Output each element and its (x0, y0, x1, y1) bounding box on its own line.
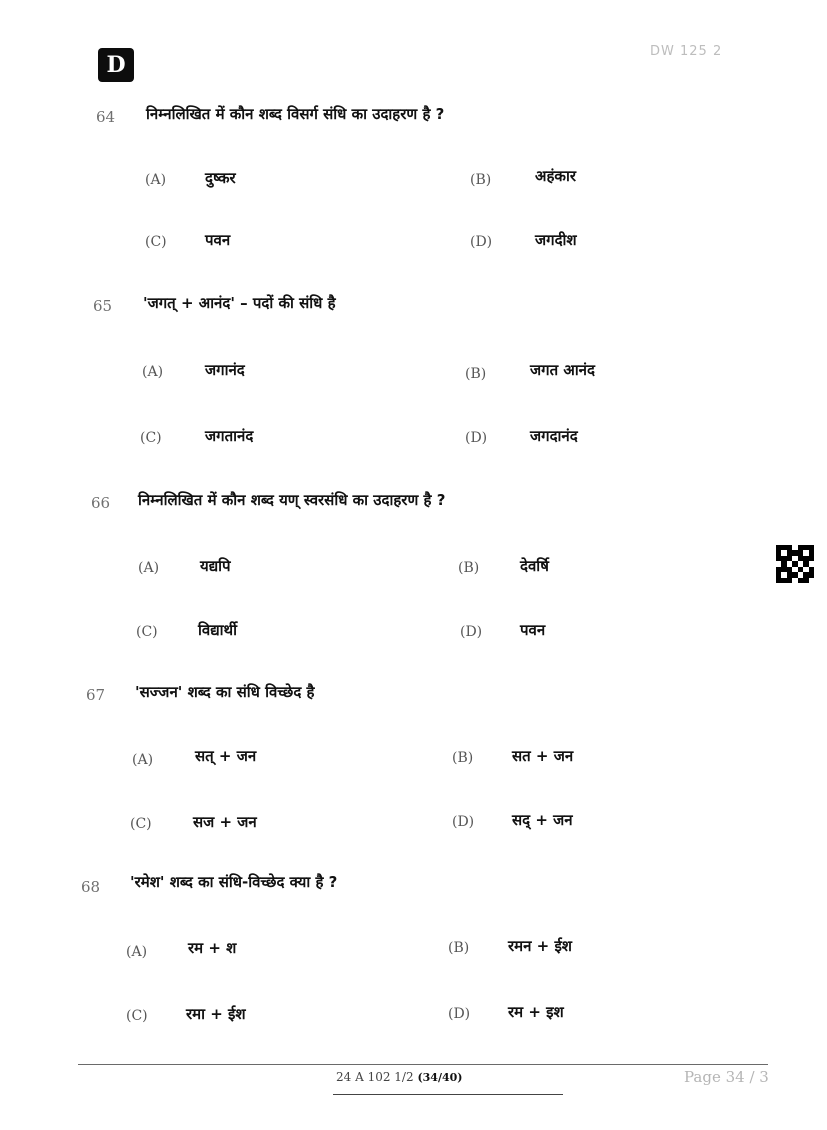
question-text: 'सज्जन' शब्द का संधि विच्छेद है (135, 683, 315, 701)
option-text: जगदानंद (530, 427, 578, 445)
option-label: (B) (465, 366, 487, 382)
option-label: (A) (126, 944, 148, 960)
option-label: (B) (470, 172, 492, 188)
option-label: (D) (452, 814, 475, 830)
option-text: जगत आनंद (530, 361, 595, 379)
option-text: रमा + ईश (186, 1005, 246, 1023)
footer-code-text: 24 A 102 1/2 (336, 1070, 414, 1084)
option-text: यद्यपि (200, 557, 231, 575)
option-label: (B) (448, 940, 470, 956)
option-text: पवन (520, 621, 546, 639)
booklet-series-badge: D (98, 48, 134, 82)
option-label: (D) (465, 430, 488, 446)
qr-code-icon (776, 545, 814, 583)
option-label: (A) (132, 752, 154, 768)
option-label: (C) (136, 624, 158, 640)
option-text: दुष्कर (205, 169, 236, 187)
option-text: जगदीश (535, 231, 577, 249)
option-text: विद्यार्थी (198, 621, 238, 639)
option-label: (A) (138, 560, 160, 576)
option-label: (C) (126, 1008, 148, 1024)
option-text: रमन + ईश (508, 937, 573, 955)
option-label: (D) (460, 624, 483, 640)
option-label: (C) (140, 430, 162, 446)
page-number: Page 34 / 3 (684, 1068, 769, 1086)
footer-divider (78, 1064, 768, 1065)
footer-code (336, 1070, 462, 1084)
question-text: निम्नलिखित में कौन शब्द विसर्ग संधि का उदाहरण है ? (146, 105, 445, 123)
option-text: जगतानंद (205, 427, 254, 445)
question-number: 67 (86, 686, 106, 704)
question-text: निम्नलिखित में कौन शब्द यण् स्वरसंधि का उदाहरण है ? (138, 491, 446, 509)
option-label: (C) (130, 816, 152, 832)
question-number: 65 (93, 297, 113, 315)
option-text: सत + जन (512, 747, 574, 765)
option-text: सज + जन (193, 813, 257, 831)
option-label: (A) (145, 172, 167, 188)
option-text: सत् + जन (195, 747, 257, 765)
option-text: सद् + जन (512, 811, 573, 829)
question-number: 64 (96, 108, 116, 126)
question-text: 'रमेश' शब्द का संधि-विच्छेद क्या है ? (130, 873, 338, 891)
footer-code-underline (333, 1094, 563, 1095)
option-text: पवन (205, 231, 231, 249)
paper-code: DW 125 2 (650, 44, 723, 59)
option-text: जगानंद (205, 361, 245, 379)
option-label: (A) (142, 364, 164, 380)
footer-sheet-count: (34/40) (417, 1071, 463, 1084)
option-label: (D) (470, 234, 493, 250)
option-text: रम + श (188, 939, 237, 957)
option-label: (C) (145, 234, 167, 250)
option-text: देवर्षि (520, 557, 549, 575)
option-label: (B) (452, 750, 474, 766)
option-label: (B) (458, 560, 480, 576)
option-label: (D) (448, 1006, 471, 1022)
option-text: अहंकार (535, 167, 576, 185)
question-number: 66 (91, 494, 111, 512)
question-text: 'जगत् + आनंद' – पदों की संधि है (143, 294, 336, 312)
option-text: रम + इश (508, 1003, 564, 1021)
question-number: 68 (81, 878, 101, 896)
